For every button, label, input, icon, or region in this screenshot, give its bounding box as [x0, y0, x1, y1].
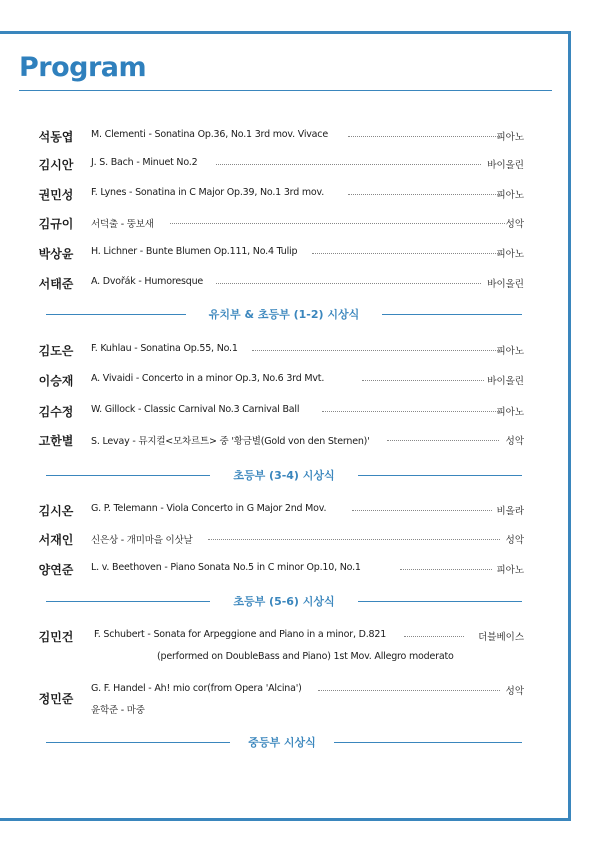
performer-name: 고한별 — [38, 434, 74, 448]
program-row — [30, 273, 530, 293]
piece-title-continued: (performed on DoubleBass and Piano) 1st Mov. Allegro moderato — [157, 651, 454, 662]
piece-title: 서덕출 - 뚱보새 — [91, 219, 154, 230]
dot-leader — [322, 411, 500, 412]
dot-leader — [216, 283, 481, 284]
piece-title: L. v. Beethoven - Piano Sonata No.5 in C minor Op.10, No.1 — [91, 562, 361, 573]
instrument: 바이올린 — [487, 376, 524, 387]
section-rule-left — [46, 742, 230, 743]
section-rule-left — [46, 314, 186, 315]
program-row — [30, 401, 530, 421]
program-row — [30, 430, 530, 450]
dot-leader — [387, 440, 499, 441]
dot-leader — [312, 253, 500, 254]
instrument: 성악 — [505, 436, 524, 447]
instrument: 비올라 — [496, 506, 524, 517]
performer-name: 박상윤 — [38, 247, 74, 261]
performer-name: 이승재 — [38, 374, 74, 388]
instrument: 더블베이스 — [478, 632, 524, 643]
performer-name: 권민성 — [38, 188, 74, 202]
piece-title: H. Lichner - Bunte Blumen Op.111, No.4 Tulip — [91, 246, 298, 257]
dot-leader — [400, 569, 492, 570]
performer-name: 김도은 — [38, 344, 74, 358]
program-row — [30, 154, 530, 174]
instrument: 성악 — [505, 686, 524, 697]
piece-title: S. Levay - 뮤지컬<모차르트> 중 '황금별(Gold von den Sternen)' — [91, 436, 370, 447]
piece-title: A. Dvořák - Humoresque — [91, 276, 204, 287]
piece-title: J. S. Bach - Minuet No.2 — [91, 157, 198, 168]
dot-leader — [362, 380, 484, 381]
performer-name: 김수정 — [38, 405, 74, 419]
instrument: 피아노 — [496, 346, 524, 357]
dot-leader — [404, 636, 464, 637]
piece-title: F. Lynes - Sonatina in C Major Op.39, No.1 3rd mov. — [91, 187, 325, 198]
page-title: Program — [19, 52, 147, 83]
program-row — [30, 243, 530, 263]
section-rule-right — [358, 601, 522, 602]
piece-title: 신은상 - 개미마을 이삿날 — [91, 535, 193, 546]
program-row — [30, 370, 530, 390]
piece-title-continued: 윤학준 - 마중 — [91, 705, 145, 716]
instrument: 성악 — [505, 219, 524, 230]
piece-title: F. Schubert - Sonata for Arpeggione and Piano in a minor, D.821 — [94, 629, 387, 640]
section-heading: 유치부 & 초등부 (1-2) 시상식 — [208, 308, 360, 321]
program-row — [30, 529, 530, 549]
piece-title: G. P. Telemann - Viola Concerto in G Major 2nd Mov. — [91, 503, 327, 514]
program-row — [30, 213, 530, 233]
program-row — [30, 626, 530, 646]
section-heading: 초등부 (3-4) 시상식 — [233, 469, 335, 482]
frame-top-border — [0, 31, 571, 34]
program-row — [30, 500, 530, 520]
piece-title: A. Vivaidi - Concerto in a minor Op.3, No.6 3rd Mvt. — [91, 373, 325, 384]
section-rule-right — [334, 742, 522, 743]
instrument: 바이올린 — [487, 279, 524, 290]
dot-leader — [216, 164, 481, 165]
performer-name: 서태준 — [38, 277, 74, 291]
section-rule-left — [46, 475, 210, 476]
instrument: 피아노 — [496, 190, 524, 201]
performer-name: 서재인 — [38, 533, 74, 547]
program-row — [30, 340, 530, 360]
section-rule-right — [382, 314, 522, 315]
dot-leader — [208, 539, 500, 540]
dot-leader — [348, 194, 500, 195]
instrument: 바이올린 — [487, 160, 524, 171]
performer-name: 석동엽 — [38, 130, 74, 144]
performer-name: 김규이 — [38, 217, 74, 231]
piece-title: G. F. Handel - Ah! mio cor(from Opera 'Alcina') — [91, 683, 302, 694]
dot-leader — [252, 350, 500, 351]
piece-title: M. Clementi - Sonatina Op.36, No.1 3rd mov. Vivace — [91, 129, 328, 140]
instrument: 성악 — [505, 535, 524, 546]
section-rule-left — [46, 601, 210, 602]
frame-right-border — [568, 31, 571, 821]
performer-name: 김시온 — [38, 504, 74, 518]
program-row — [30, 126, 530, 146]
program-row — [30, 184, 530, 204]
performer-name: 김시안 — [38, 158, 74, 172]
title-rule — [19, 90, 552, 91]
frame-bottom-border — [0, 818, 571, 821]
dot-leader — [318, 690, 500, 691]
dot-leader — [352, 510, 492, 511]
piece-title: F. Kuhlau - Sonatina Op.55, No.1 — [91, 343, 238, 354]
instrument: 피아노 — [496, 565, 524, 576]
instrument: 피아노 — [496, 407, 524, 418]
section-rule-right — [358, 475, 522, 476]
section-heading: 중등부 시상식 — [248, 736, 316, 749]
section-heading: 초등부 (5-6) 시상식 — [233, 595, 335, 608]
performer-name: 김민건 — [38, 630, 74, 644]
instrument: 피아노 — [496, 249, 524, 260]
performer-name: 정민준 — [38, 692, 74, 706]
program-row — [30, 559, 530, 579]
dot-leader — [348, 136, 500, 137]
instrument: 피아노 — [496, 132, 524, 143]
performer-name: 양연준 — [38, 563, 74, 577]
dot-leader — [170, 223, 505, 224]
piece-title: W. Gillock - Classic Carnival No.3 Carnival Ball — [91, 404, 300, 415]
